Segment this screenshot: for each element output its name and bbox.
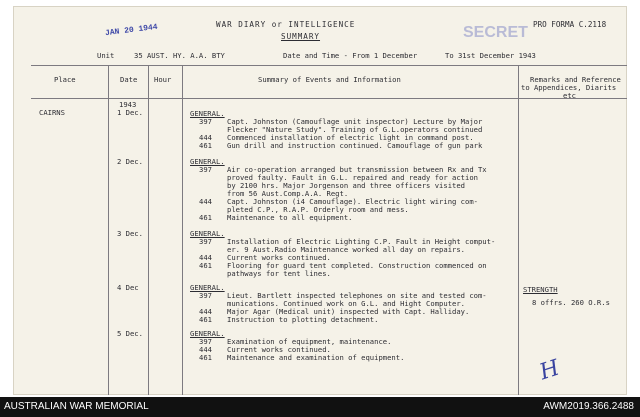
entry-text: Current works continued. [227, 345, 331, 354]
year-label: 1943 [119, 100, 137, 109]
column-header-remarks: to Appendices, Diarits [521, 83, 617, 92]
entry-text: Major Agar (Medical unit) inspected with Capt. Halliday. [227, 307, 470, 316]
date-time-text: Date and Time - From 1 December [283, 51, 418, 60]
entry-text: Maintenance and examination of equipment. [227, 353, 405, 362]
entry-code: 461 [199, 141, 212, 150]
entry-date: 2 Dec. [117, 157, 143, 166]
strength-value: 8 offrs. 260 O.R.s [532, 298, 610, 307]
entry-date: 4 Dec [117, 283, 139, 292]
column-header-date: Date [120, 75, 138, 84]
document-title: WAR DIARY or INTELLIGENCE [216, 20, 356, 29]
entry-text: from 56 Aust.Comp.A.A. Regt. [227, 189, 349, 198]
entry-text: Lieut. Bartlett inspected telephones on site and tested com- [227, 291, 487, 300]
secret-stamp: SECRET [463, 24, 528, 41]
document-subtitle: SUMMARY [281, 32, 321, 41]
entry-code: 397 [199, 237, 212, 246]
archive-footer-bar [0, 397, 640, 417]
column-divider [518, 65, 519, 395]
column-header-remarks: etc [563, 91, 576, 100]
entry-date: 1 Dec. [117, 108, 143, 117]
entry-code: 444 [199, 133, 212, 142]
received-date-stamp: JAN 20 1944 [104, 22, 159, 39]
entry-date: 5 Dec. [117, 329, 143, 338]
form-number: PRO FORMA C.2118 [533, 20, 607, 29]
entry-code: 444 [199, 307, 212, 316]
entry-code: 461 [199, 261, 212, 270]
entry-heading: GENERAL. [190, 229, 225, 238]
header-bottom-rule [31, 98, 627, 99]
entry-text: Flecker "Nature Study". Training of G.L.operators continued [227, 125, 483, 134]
entry-text: Gun drill and instruction continued. Camouflage of gun park [227, 141, 483, 150]
column-header-remarks: Remarks and Reference [530, 75, 621, 84]
entry-text: Air co-operation arranged but transmission between Rx and Tx [227, 165, 487, 174]
entry-heading: GENERAL. [190, 157, 225, 166]
place-cell: CAIRNS [39, 108, 65, 117]
handwritten-signature: H [536, 355, 563, 386]
column-divider [148, 65, 149, 395]
column-divider [182, 65, 183, 395]
table-top-rule [31, 65, 627, 66]
entry-code: 461 [199, 353, 212, 362]
entry-text: munications. Continued work on G.L. and Hight Computer. [227, 299, 465, 308]
entry-text: pathways for tent lines. [227, 269, 331, 278]
entry-text: Flooring for guard tent completed. Construction commenced on [227, 261, 487, 270]
entry-text: pleted C.P., R.A.P. Orderly room and mess. [227, 205, 409, 214]
entry-code: 444 [199, 253, 212, 262]
column-header-place: Place [54, 75, 76, 84]
entry-code: 397 [199, 117, 212, 126]
footer-institution: AUSTRALIAN WAR MEMORIAL [4, 401, 149, 412]
entry-text: Instruction to plotting detachment. [227, 315, 379, 324]
diary-page [13, 6, 627, 395]
entry-text: Examination of equipment, maintenance. [227, 337, 392, 346]
entry-code: 461 [199, 315, 212, 324]
entry-code: 397 [199, 337, 212, 346]
entry-heading: GENERAL. [190, 329, 225, 338]
entry-text: Commenced installation of electric light in command post. [227, 133, 474, 142]
entry-code: 461 [199, 213, 212, 222]
column-header-hour: Hour [154, 75, 172, 84]
entry-text: Current works continued. [227, 253, 331, 262]
entry-code: 397 [199, 165, 212, 174]
entry-code: 397 [199, 291, 212, 300]
entry-code: 444 [199, 197, 212, 206]
entry-code: 444 [199, 345, 212, 354]
to-date-text: To 31st December 1943 [445, 51, 536, 60]
entry-text: Capt. Johnston (i4 Camouflage). Electric light wiring com- [227, 197, 478, 206]
entry-text: Installation of Electric Lighting C.P. Fault in Height comput- [227, 237, 496, 246]
unit-label: Unit [97, 51, 115, 60]
entry-date: 3 Dec. [117, 229, 143, 238]
entry-text: proved faulty. Fault in G.L. repaired and ready for action [227, 173, 478, 182]
strength-label: STRENGTH [523, 285, 558, 294]
unit-value: 35 AUST. HY. A.A. BTY [134, 51, 225, 60]
column-divider [108, 65, 109, 395]
entry-heading: GENERAL. [190, 283, 225, 292]
footer-reference: AWM2019.366.2488 [543, 401, 634, 412]
entry-heading: GENERAL. [190, 109, 225, 118]
entry-text: Maintenance to all equipment. [227, 213, 353, 222]
entry-text: by 2100 hrs. Major Jorgenson and three officers visited [227, 181, 465, 190]
entry-text: Capt. Johnston (Camouflage unit inspector) Lecture by Major [227, 117, 483, 126]
entry-text: er. 9 Aust.Radio Maintenance worked all day on repairs. [227, 245, 465, 254]
column-header-summary: Summary of Events and Information [258, 75, 401, 84]
